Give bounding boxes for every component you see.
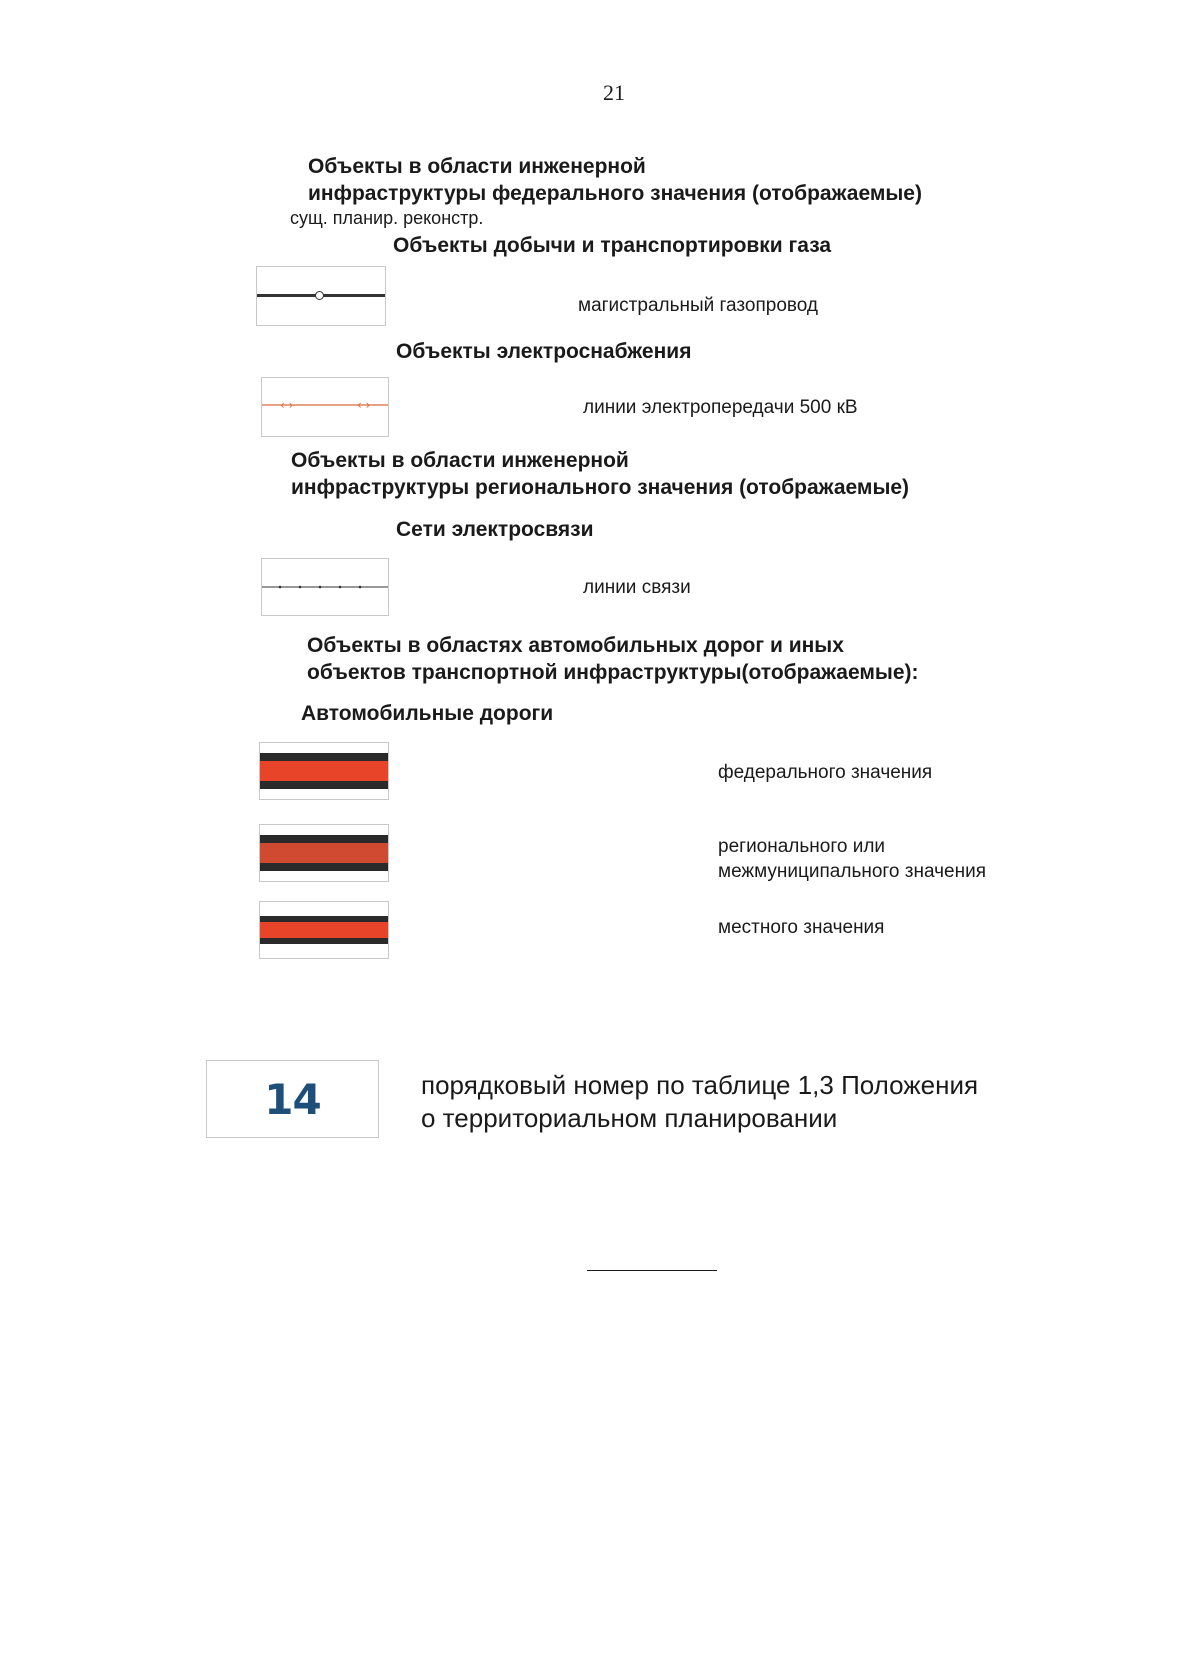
sequence-number-badge: 14 xyxy=(206,1060,379,1138)
road-local-symbol-icon xyxy=(259,901,389,959)
road-local-label: местного значения xyxy=(718,917,885,938)
telecom-section-title: Сети электросвязи xyxy=(396,518,594,541)
roads-title: Автомобильные дороги xyxy=(301,702,554,725)
federal-infrastructure-title-line1: Объекты в области инженерной xyxy=(308,155,646,178)
power-line-label: линии электропередачи 500 кВ xyxy=(583,397,858,418)
svg-text:‹ ›: ‹ › xyxy=(357,398,371,412)
regional-infrastructure-title-line2: инфраструктуры регионального значения (отображаемые) xyxy=(291,476,910,499)
power-line-symbol-icon xyxy=(261,377,389,437)
telecom-line-symbol-icon xyxy=(261,558,389,616)
gas-pipeline-label: магистральный газопровод xyxy=(578,295,819,316)
sequence-number-desc-line2: о территориальном планировании xyxy=(421,1103,838,1133)
road-federal-symbol-icon xyxy=(259,742,389,800)
road-regional-label-line2: межмуниципального значения xyxy=(718,861,986,882)
road-regional-label-line1: регионального или xyxy=(718,836,886,857)
road-federal-label: федерального значения xyxy=(718,762,933,783)
federal-infrastructure-title-line2: инфраструктуры федерального значения (отображаемые) xyxy=(308,182,922,205)
transport-title-line2: объектов транспортной инфраструктуры(отображаемые): xyxy=(307,661,919,684)
telecom-line-label: линии связи xyxy=(583,577,691,598)
sequence-number-desc-line1: порядковый номер по таблице 1,3 Положения xyxy=(421,1070,979,1100)
gas-section-title: Объекты добычи и транспортировки газа xyxy=(393,234,832,257)
regional-infrastructure-title-line1: Объекты в области инженерной xyxy=(291,449,629,472)
transport-title-line1: Объекты в областях автомобильных дорог и иных xyxy=(307,634,844,657)
road-regional-symbol-icon xyxy=(259,824,389,882)
end-divider xyxy=(587,1270,717,1271)
power-section-title: Объекты электроснабжения xyxy=(396,340,692,363)
svg-text:‹ ›: ‹ › xyxy=(280,398,294,412)
page-number: 21 xyxy=(603,80,625,105)
gas-pipeline-symbol-icon xyxy=(256,266,386,326)
status-labels: сущ. планир. реконстр. xyxy=(290,208,484,228)
